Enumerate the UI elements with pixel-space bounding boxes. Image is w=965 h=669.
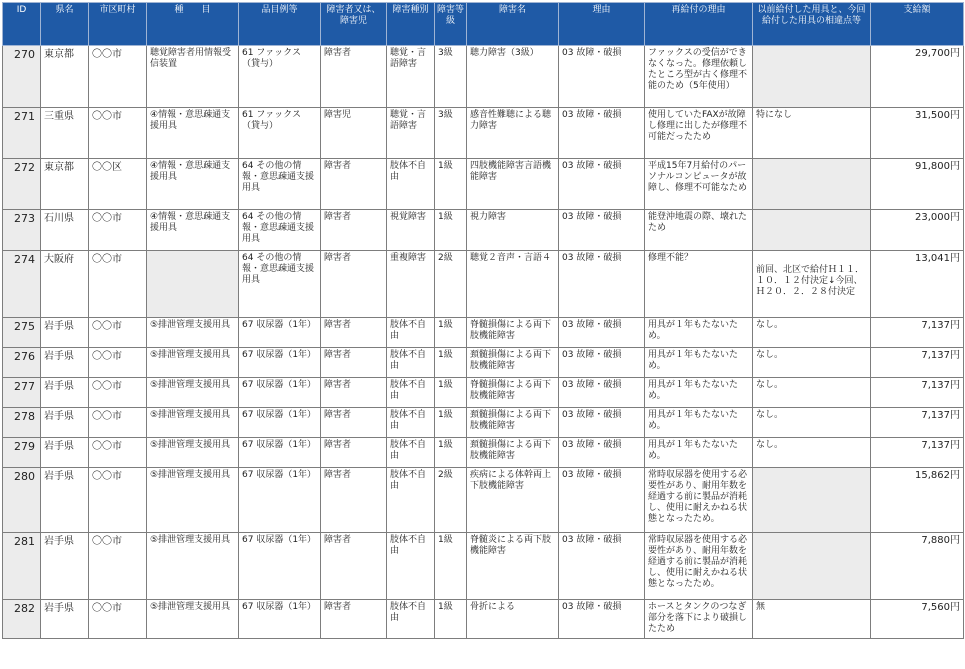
cell-grade: 1級 (435, 408, 467, 438)
cell-grade: 1級 (435, 159, 467, 210)
cell-prev: なし。 (753, 438, 871, 468)
cell-city: 〇〇市 (89, 251, 147, 318)
table-row (3, 318, 964, 348)
cell-amount: 7,880円 (871, 533, 964, 600)
table-row (3, 159, 964, 210)
cell-pref: 大阪府 (41, 251, 89, 318)
cell-id: 279 (3, 438, 41, 468)
cell-person: 障害者 (321, 318, 387, 348)
cell-city: 〇〇区 (89, 159, 147, 210)
cell-reason: 03 故障・破損 (559, 46, 645, 108)
cell-grade: 1級 (435, 378, 467, 408)
cell-reissue: 用具が１年もたないため。 (645, 348, 753, 378)
table-row (3, 210, 964, 251)
cell-dtype: 肢体不自由 (387, 348, 435, 378)
cell-reissue: 使用していたFAXが故障し修理に出したが修理不可能だったため (645, 108, 753, 159)
cell-dtype: 肢体不自由 (387, 318, 435, 348)
cell-reissue: 平成15年7月給付のパーソナルコンピュータが故障し、修理不可能なため (645, 159, 753, 210)
header-type: 種 目 (147, 3, 239, 46)
cell-city: 〇〇市 (89, 348, 147, 378)
cell-dtype: 肢体不自由 (387, 600, 435, 639)
cell-city: 〇〇市 (89, 210, 147, 251)
cell-id: 282 (3, 600, 41, 639)
table-row (3, 348, 964, 378)
cell-type: 聴覚障害者用情報受信装置 (147, 46, 239, 108)
cell-grade: 1級 (435, 533, 467, 600)
cell-id: 278 (3, 408, 41, 438)
cell-dname: 視力障害 (467, 210, 559, 251)
cell-prev: なし。 (753, 348, 871, 378)
cell-reissue: 用具が１年もたないため。 (645, 438, 753, 468)
cell-grade: 1級 (435, 210, 467, 251)
cell-person: 障害児 (321, 108, 387, 159)
header-row (3, 3, 964, 46)
cell-pref: 岩手県 (41, 408, 89, 438)
header-city: 市区町村 (89, 3, 147, 46)
cell-amount: 7,137円 (871, 438, 964, 468)
cell-pref: 東京都 (41, 46, 89, 108)
cell-prev (753, 159, 871, 210)
cell-reissue: 能登沖地震の際、壊れたため (645, 210, 753, 251)
cell-prev (753, 468, 871, 533)
cell-reissue: 常時収尿器を使用する必要性があり、耐用年数を経過する前に製品が消耗し、使用に耐えかねる状態となったため。 (645, 468, 753, 533)
cell-city: 〇〇市 (89, 378, 147, 408)
cell-item: 67 収尿器（1年） (239, 408, 321, 438)
cell-reissue: 用具が１年もたないため。 (645, 408, 753, 438)
cell-id: 276 (3, 348, 41, 378)
cell-pref: 岩手県 (41, 348, 89, 378)
cell-dname: 脊髄炎による両下肢機能障害 (467, 533, 559, 600)
cell-item: 67 収尿器（1年） (239, 378, 321, 408)
cell-person: 障害者 (321, 438, 387, 468)
cell-amount: 7,137円 (871, 318, 964, 348)
header-reissue: 再給付の理由 (645, 3, 753, 46)
header-dtype: 障害種別 (387, 3, 435, 46)
cell-type: ④情報・意思疎通支援用具 (147, 159, 239, 210)
header-item: 品目例等 (239, 3, 321, 46)
cell-person: 障害者 (321, 251, 387, 318)
cell-prev-text: 前回、北区で給付Ｈ１１．１０．１２付決定↓今回、Ｈ２０．２．２８付決定 (756, 265, 865, 297)
cell-item: 67 収尿器（1年） (239, 318, 321, 348)
cell-grade: 1級 (435, 438, 467, 468)
table-row (3, 46, 964, 108)
cell-dname: 聴覚２音声・言語４ (467, 251, 559, 318)
cell-dtype: 聴覚・言語障害 (387, 108, 435, 159)
cell-city: 〇〇市 (89, 318, 147, 348)
cell-dname: 脊髄損傷による両下肢機能障害 (467, 378, 559, 408)
cell-item: 64 その他の情報・意思疎通支援用具 (239, 210, 321, 251)
table-row (3, 108, 964, 159)
cell-dname: 聴力障害（3級） (467, 46, 559, 108)
cell-dtype: 肢体不自由 (387, 438, 435, 468)
cell-type: ⑤排泄管理支援用具 (147, 348, 239, 378)
header-amount: 支給額 (871, 3, 964, 46)
cell-item: 61 ファックス（貸与） (239, 46, 321, 108)
cell-person: 障害者 (321, 408, 387, 438)
cell-pref: 岩手県 (41, 468, 89, 533)
cell-prev (753, 251, 871, 318)
cell-prev: 特になし (753, 108, 871, 159)
cell-pref: 三重県 (41, 108, 89, 159)
cell-prev: 無 (753, 600, 871, 639)
cell-id: 274 (3, 251, 41, 318)
cell-id: 271 (3, 108, 41, 159)
cell-city: 〇〇市 (89, 46, 147, 108)
cell-amount: 31,500円 (871, 108, 964, 159)
cell-person: 障害者 (321, 378, 387, 408)
grant-records-table (2, 2, 964, 639)
cell-type: ④情報・意思疎通支援用具 (147, 108, 239, 159)
cell-dtype: 肢体不自由 (387, 378, 435, 408)
cell-city: 〇〇市 (89, 408, 147, 438)
cell-prev: なし。 (753, 408, 871, 438)
cell-dname: 感音性難聴による聴力障害 (467, 108, 559, 159)
cell-amount: 7,137円 (871, 408, 964, 438)
cell-id: 270 (3, 46, 41, 108)
cell-prev (753, 46, 871, 108)
cell-dname: 骨折による (467, 600, 559, 639)
cell-type: ④情報・意思疎通支援用具 (147, 210, 239, 251)
header-person: 障害者又は、障害児 (321, 3, 387, 46)
cell-dtype: 肢体不自由 (387, 468, 435, 533)
cell-dtype: 肢体不自由 (387, 533, 435, 600)
table-row (3, 438, 964, 468)
cell-city: 〇〇市 (89, 600, 147, 639)
cell-dtype: 重複障害 (387, 251, 435, 318)
table-row (3, 408, 964, 438)
cell-type: ⑤排泄管理支援用具 (147, 468, 239, 533)
cell-amount: 7,560円 (871, 600, 964, 639)
header-id: ID (3, 3, 41, 46)
cell-dname: 頚髄損傷による両下肢機能障害 (467, 408, 559, 438)
table-row (3, 533, 964, 600)
cell-type: ⑤排泄管理支援用具 (147, 438, 239, 468)
cell-person: 障害者 (321, 46, 387, 108)
cell-reissue: 常時収尿器を使用する必要性があり、耐用年数を経過する前に製品が消耗し、使用に耐えかねる状態となったため。 (645, 533, 753, 600)
cell-prev: なし。 (753, 318, 871, 348)
cell-reissue: 用具が１年もたないため。 (645, 318, 753, 348)
cell-dtype: 肢体不自由 (387, 408, 435, 438)
cell-pref: 東京都 (41, 159, 89, 210)
cell-item: 64 その他の情報・意思疎通支援用具 (239, 251, 321, 318)
cell-id: 272 (3, 159, 41, 210)
cell-reason: 03 故障・破損 (559, 378, 645, 408)
cell-type (147, 251, 239, 318)
cell-reason: 03 故障・破損 (559, 159, 645, 210)
cell-reason: 03 故障・破損 (559, 348, 645, 378)
cell-reason: 03 故障・破損 (559, 408, 645, 438)
cell-dname: 四肢機能障害言語機能障害 (467, 159, 559, 210)
cell-id: 280 (3, 468, 41, 533)
cell-id: 273 (3, 210, 41, 251)
cell-item: 67 収尿器（1年） (239, 533, 321, 600)
cell-pref: 岩手県 (41, 600, 89, 639)
cell-dtype: 視覚障害 (387, 210, 435, 251)
cell-city: 〇〇市 (89, 533, 147, 600)
cell-reason: 03 故障・破損 (559, 438, 645, 468)
cell-reason: 03 故障・破損 (559, 600, 645, 639)
cell-grade: 2級 (435, 468, 467, 533)
cell-grade: 1級 (435, 348, 467, 378)
cell-city: 〇〇市 (89, 468, 147, 533)
cell-item: 64 その他の情報・意思疎通支援用具 (239, 159, 321, 210)
cell-id: 277 (3, 378, 41, 408)
cell-pref: 岩手県 (41, 533, 89, 600)
cell-reason: 03 故障・破損 (559, 468, 645, 533)
header-pref: 県名 (41, 3, 89, 46)
cell-dname: 脊髄損傷による両下肢機能障害 (467, 318, 559, 348)
cell-type: ⑤排泄管理支援用具 (147, 600, 239, 639)
table-row (3, 600, 964, 639)
cell-pref: 石川県 (41, 210, 89, 251)
cell-dname: 頚髄損傷による両下肢機能障害 (467, 438, 559, 468)
cell-reason: 03 故障・破損 (559, 108, 645, 159)
cell-grade: 1級 (435, 318, 467, 348)
cell-reissue: 修理不能？ (645, 251, 753, 318)
cell-amount: 7,137円 (871, 348, 964, 378)
table-row (3, 468, 964, 533)
header-grade: 障害等級 (435, 3, 467, 46)
cell-reissue: ホースとタンクのつなぎ部分を落下により破損したため (645, 600, 753, 639)
cell-id: 281 (3, 533, 41, 600)
cell-grade: 3級 (435, 46, 467, 108)
cell-person: 障害者 (321, 468, 387, 533)
cell-grade: 1級 (435, 600, 467, 639)
cell-reissue: ファックスの受信ができなくなった。修理依頼したところ型が古く修理不能のため（5年使用） (645, 46, 753, 108)
cell-city: 〇〇市 (89, 438, 147, 468)
cell-type: ⑤排泄管理支援用具 (147, 378, 239, 408)
cell-pref: 岩手県 (41, 378, 89, 408)
cell-amount: 13,041円 (871, 251, 964, 318)
cell-reissue: 用具が１年もたないため。 (645, 378, 753, 408)
cell-reason: 03 故障・破損 (559, 251, 645, 318)
cell-dname: 頚髄損傷による両下肢機能障害 (467, 348, 559, 378)
header-dname: 障害名 (467, 3, 559, 46)
cell-item: 61 ファックス（貸与） (239, 108, 321, 159)
cell-pref: 岩手県 (41, 318, 89, 348)
cell-city: 〇〇市 (89, 108, 147, 159)
cell-id: 275 (3, 318, 41, 348)
cell-reason: 03 故障・破損 (559, 318, 645, 348)
cell-pref: 岩手県 (41, 438, 89, 468)
cell-amount: 7,137円 (871, 378, 964, 408)
cell-person: 障害者 (321, 159, 387, 210)
cell-type: ⑤排泄管理支援用具 (147, 408, 239, 438)
cell-reason: 03 故障・破損 (559, 533, 645, 600)
cell-type: ⑤排泄管理支援用具 (147, 533, 239, 600)
cell-prev (753, 210, 871, 251)
cell-amount: 91,800円 (871, 159, 964, 210)
cell-person: 障害者 (321, 600, 387, 639)
cell-person: 障害者 (321, 210, 387, 251)
cell-item: 67 収尿器（1年） (239, 438, 321, 468)
cell-amount: 15,862円 (871, 468, 964, 533)
cell-dtype: 肢体不自由 (387, 159, 435, 210)
header-reason: 理由 (559, 3, 645, 46)
cell-item: 67 収尿器（1年） (239, 348, 321, 378)
cell-dname: 疾病による体幹両上下肢機能障害 (467, 468, 559, 533)
document-page (2, 2, 963, 639)
cell-person: 障害者 (321, 533, 387, 600)
header-prev: 以前給付した用具と、今回給付した用具の相違点等 (753, 3, 871, 46)
cell-grade: 2級 (435, 251, 467, 318)
table-row (3, 251, 964, 318)
cell-prev (753, 533, 871, 600)
cell-type: ⑤排泄管理支援用具 (147, 318, 239, 348)
cell-dtype: 聴覚・言語障害 (387, 46, 435, 108)
cell-person: 障害者 (321, 348, 387, 378)
cell-amount: 29,700円 (871, 46, 964, 108)
cell-item: 67 収尿器（1年） (239, 600, 321, 639)
cell-amount: 23,000円 (871, 210, 964, 251)
table-row (3, 378, 964, 408)
cell-item: 67 収尿器（1年） (239, 468, 321, 533)
cell-reason: 03 故障・破損 (559, 210, 645, 251)
cell-grade: 3級 (435, 108, 467, 159)
cell-prev: なし。 (753, 378, 871, 408)
